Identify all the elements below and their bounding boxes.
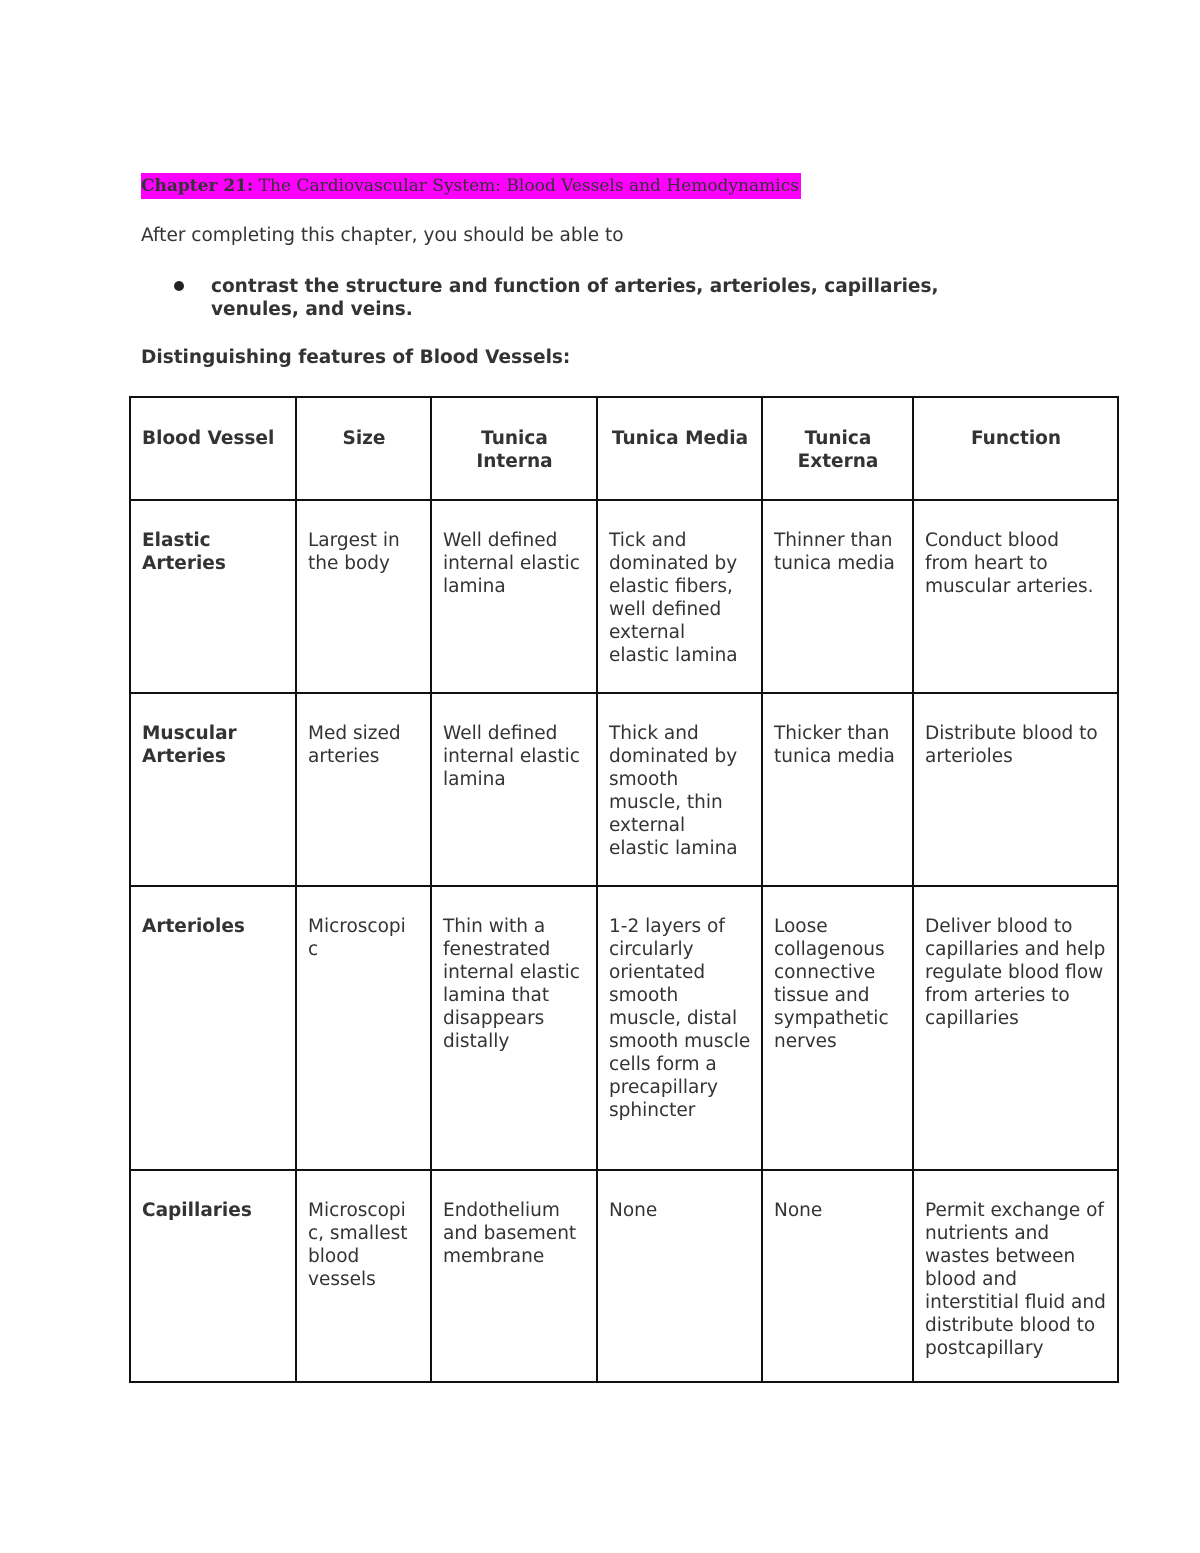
table-row	[130, 886, 1118, 1170]
cell-externa: None	[762, 1170, 913, 1382]
cell-size: Med sized arteries	[296, 693, 431, 886]
table-row	[130, 1170, 1118, 1382]
chapter-number: Chapter 21:	[141, 176, 254, 196]
cell-vessel: Arterioles	[130, 886, 296, 1170]
table-row	[130, 693, 1118, 886]
cell-media: Thick and dominated by smooth muscle, thin external elastic lamina	[597, 693, 762, 886]
objective-text: contrast the structure and function of arteries, arterioles, capillaries, venules, and veins.	[211, 276, 939, 320]
header-size: Size	[296, 397, 431, 500]
cell-size: Microscopi c	[296, 886, 431, 1170]
header-tunica-externa: Tunica Externa	[762, 397, 913, 500]
section-subheading: Distinguishing features of Blood Vessels:	[141, 347, 571, 368]
cell-externa: Thinner than tunica media	[762, 500, 913, 693]
chapter-title	[141, 173, 801, 199]
cell-media: Tick and dominated by elastic fibers, well defined external elastic lamina	[597, 500, 762, 693]
cell-function: Permit exchange of nutrients and wastes between blood and interstitial fluid and distribute blood to postcapillary	[913, 1170, 1118, 1382]
cell-interna: Endothelium and basement membrane	[431, 1170, 597, 1382]
header-tunica-media: Tunica Media	[597, 397, 762, 500]
cell-interna: Thin with a fenestrated internal elastic lamina that disappears distally	[431, 886, 597, 1170]
cell-media: None	[597, 1170, 762, 1382]
cell-size: Microscopi c, smallest blood vessels	[296, 1170, 431, 1382]
cell-function: Conduct blood from heart to muscular arteries.	[913, 500, 1118, 693]
table-row	[130, 500, 1118, 693]
cell-media: 1-2 layers of circularly orientated smooth muscle, distal smooth muscle cells form a precapillary sphincter	[597, 886, 762, 1170]
table-header-row	[130, 397, 1118, 500]
bullet-icon	[174, 281, 184, 291]
cell-interna: Well defined internal elastic lamina	[431, 693, 597, 886]
blood-vessel-table	[129, 396, 1119, 1383]
cell-function: Distribute blood to arterioles	[913, 693, 1118, 886]
cell-vessel: Muscular Arteries	[130, 693, 296, 886]
cell-externa: Loose collagenous connective tissue and sympathetic nerves	[762, 886, 913, 1170]
cell-externa: Thicker than tunica media	[762, 693, 913, 886]
header-blood-vessel: Blood Vessel	[130, 397, 296, 500]
cell-vessel: Elastic Arteries	[130, 500, 296, 693]
cell-interna: Well defined internal elastic lamina	[431, 500, 597, 693]
chapter-name: The Cardiovascular System: Blood Vessels and Hemodynamics	[253, 176, 799, 196]
header-tunica-interna: Tunica Interna	[431, 397, 597, 500]
header-function: Function	[913, 397, 1118, 500]
cell-function: Deliver blood to capillaries and help regulate blood flow from arteries to capillaries	[913, 886, 1118, 1170]
cell-vessel: Capillaries	[130, 1170, 296, 1382]
intro-text: After completing this chapter, you should be able to	[141, 225, 624, 246]
cell-size: Largest in the body	[296, 500, 431, 693]
